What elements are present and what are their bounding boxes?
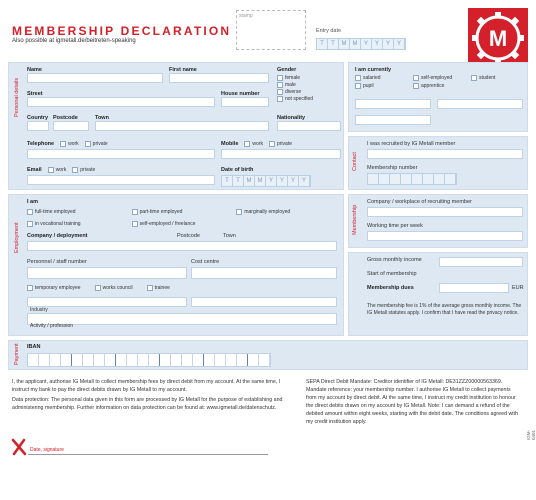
i-am-options	[27, 207, 337, 229]
employee-type-option[interactable]	[147, 285, 170, 291]
iban-cell[interactable]	[39, 354, 50, 366]
gross-income-input[interactable]	[437, 99, 523, 109]
iban-cell[interactable]	[72, 354, 83, 366]
employment-status-option[interactable]	[27, 219, 128, 229]
currently-option-label: student	[479, 75, 496, 81]
iban-cell[interactable]	[259, 354, 270, 366]
employment-status-option-label: self-employed / freelance	[139, 221, 196, 227]
gender-option-label: diverse	[285, 89, 302, 95]
dues-panel	[348, 252, 528, 336]
iban-cell[interactable]	[182, 354, 193, 366]
telephone-row	[27, 141, 108, 147]
section-label-personal: Personal details	[14, 77, 20, 117]
personnel-number-label: Personnel / staff number	[27, 259, 87, 265]
iban-cell[interactable]	[83, 354, 94, 366]
checkbox-icon[interactable]	[277, 96, 283, 102]
employee-type-option-label: works council	[102, 285, 133, 291]
checkbox-icon[interactable]	[471, 75, 477, 81]
employment-status-option-label: full-time employed	[35, 209, 76, 215]
town-label: Town	[95, 115, 109, 121]
currently-option-label: pupil	[363, 83, 374, 89]
entry-date-cell[interactable]: M	[339, 39, 350, 49]
footer-data-protection: Data protection: The personal data given in this form are processed by IG Metall for the purpose of establishing and administering membership. Further information on data protection can be found at: www.igmetall.de/datenschutz.	[12, 397, 283, 411]
email-row	[27, 167, 95, 173]
employment-panel	[8, 194, 344, 336]
country-label: Country	[27, 115, 49, 121]
employee-type-option[interactable]	[27, 285, 81, 291]
checkbox-icon[interactable]	[355, 75, 361, 81]
company-town-label: Town	[223, 233, 236, 239]
side-code: IGM-0401	[526, 429, 536, 440]
mobile-private-option[interactable]: private	[269, 141, 292, 147]
town-input[interactable]	[95, 121, 269, 131]
cost-centre-label: Cost centre	[191, 259, 220, 265]
checkbox-icon[interactable]	[413, 83, 419, 89]
mobile-row	[221, 141, 292, 147]
industry-extra-input[interactable]	[191, 297, 337, 307]
employment-status-option[interactable]	[132, 207, 233, 217]
entry-date-cell[interactable]: T	[317, 39, 328, 49]
email-label: Email	[27, 167, 42, 173]
currently-option-label: apprentice	[421, 83, 445, 89]
recruiter-working-time-input[interactable]	[367, 231, 523, 241]
email-input[interactable]	[27, 175, 215, 185]
first-name-input[interactable]	[169, 73, 269, 83]
checkbox-icon[interactable]	[95, 285, 101, 291]
entry-date-cell[interactable]: T	[328, 39, 339, 49]
checkbox-icon[interactable]	[355, 83, 361, 89]
telephone-input[interactable]	[27, 149, 215, 159]
page-title: MEMBERSHIP DECLARATION	[12, 24, 232, 38]
membership-number-cell[interactable]	[445, 174, 456, 184]
gender-option[interactable]	[277, 96, 313, 102]
entry-date-cell[interactable]: Y	[383, 39, 394, 49]
signature-label: Date, signature	[30, 447, 64, 453]
dues-text: The membership fee is 1% of the average gross monthly income. The IG Metall statutes apply. I confirm that I have read the privacy notice.	[367, 303, 522, 316]
entry-date-cell[interactable]: Y	[372, 39, 383, 49]
membership-number-cell[interactable]	[368, 174, 379, 184]
extra-options	[27, 285, 170, 291]
telephone-label: Telephone	[27, 141, 55, 147]
first-name-label: First name	[169, 67, 197, 73]
personnel-number-input[interactable]	[27, 267, 187, 279]
checkbox-icon[interactable]	[277, 82, 283, 88]
i-am-label: I am	[27, 199, 39, 205]
membership-dues-input[interactable]	[439, 283, 509, 293]
mobile-work-option[interactable]: work	[244, 141, 263, 147]
employee-type-option[interactable]	[95, 285, 133, 291]
email-private-option[interactable]: private	[72, 167, 95, 173]
employment-status-option-label: marginally employed	[244, 209, 291, 215]
nationality-label: Nationality	[277, 115, 306, 121]
gender-option-label: male	[285, 82, 296, 88]
house-number-label: House number	[221, 91, 260, 97]
dob-cell[interactable]: M	[244, 176, 255, 186]
iban-cell[interactable]	[116, 354, 127, 366]
working-time-input[interactable]	[355, 99, 431, 109]
employee-type-option-label: temporary employee	[35, 285, 81, 291]
iban-panel	[8, 340, 528, 370]
svg-text:M: M	[488, 26, 508, 51]
telephone-work-option[interactable]: work	[60, 141, 79, 147]
email-work-option[interactable]: work	[48, 167, 67, 173]
iban-cell[interactable]	[94, 354, 105, 366]
iban-cell[interactable]	[248, 354, 259, 366]
dob-cell[interactable]: Y	[266, 176, 277, 186]
currently-option[interactable]	[471, 75, 525, 81]
dob-cell[interactable]: M	[255, 176, 266, 186]
footer-sepa-mandate: SEPA Direct Debit Mandate: Creditor identifier of IG Metall: DE31ZZZ00000563369. Mandate reference: your membership number. I authorise IG Metall to collect payments from my account by direct debit. At the same time, I instruct my credit institution to honour the direct debits drawn on my account by IG Metall. Note: I can demand a refund of the debited amount within eight weeks, starting with the debit date. The conditions agreed with my credit institution apply.	[306, 379, 518, 425]
currently-options	[355, 75, 525, 89]
recruited-panel	[348, 136, 528, 190]
iban-cell[interactable]	[138, 354, 149, 366]
iban-label: IBAN	[27, 344, 41, 350]
dob-cell[interactable]: T	[222, 176, 233, 186]
start-label: Start of membership	[367, 271, 417, 277]
iban-cell[interactable]	[215, 354, 226, 366]
currency-label: EUR	[512, 285, 524, 291]
entry-date-label: Entry date	[316, 28, 342, 34]
checkbox-icon[interactable]	[132, 221, 138, 227]
iban-cell[interactable]	[160, 354, 171, 366]
entry-date-cell[interactable]: Y	[394, 39, 405, 49]
working-time-label: Working time per week	[367, 223, 423, 229]
dob-cell[interactable]: Y	[288, 176, 299, 186]
section-label-contact: Contact	[352, 152, 358, 171]
recruiter-company-label: Company / workplace of recruiting member	[367, 199, 472, 205]
checkbox-icon[interactable]	[27, 221, 33, 227]
iban-cell[interactable]	[237, 354, 248, 366]
currently-panel	[348, 62, 528, 132]
employment-status-option[interactable]	[27, 207, 128, 217]
membership-number-label: Membership number	[367, 165, 418, 171]
checkbox-icon[interactable]	[147, 285, 153, 291]
currently-option-label: salaried	[363, 75, 381, 81]
currently-label: I am currently	[355, 67, 392, 73]
checkbox-icon[interactable]	[27, 209, 33, 215]
gender-label: Gender	[277, 67, 297, 73]
mobile-input[interactable]	[221, 149, 341, 159]
employment-status-option-label: part-time employed	[139, 209, 183, 215]
nationality-input[interactable]	[277, 121, 341, 131]
section-label-payment: Payment	[14, 343, 20, 365]
street-input[interactable]	[27, 97, 215, 107]
entry-date-field[interactable]	[316, 38, 406, 50]
gender-options	[277, 75, 313, 103]
membership-number-cell[interactable]	[401, 174, 412, 184]
dob-cell[interactable]: Y	[299, 176, 310, 186]
currently-option[interactable]	[355, 75, 409, 81]
iban-cell[interactable]	[127, 354, 138, 366]
mobile-label: Mobile	[221, 141, 239, 147]
membership-number-cell[interactable]	[412, 174, 423, 184]
membership-dues-label: Membership dues	[367, 285, 414, 291]
checkbox-icon[interactable]	[413, 75, 419, 81]
dob-field[interactable]	[221, 175, 311, 187]
signature-cross-icon	[10, 438, 28, 456]
iban-cell[interactable]	[204, 354, 215, 366]
start-input[interactable]	[355, 115, 431, 125]
dob-cell[interactable]: Y	[277, 176, 288, 186]
checkbox-icon[interactable]	[236, 209, 242, 215]
checkbox-icon[interactable]	[27, 285, 33, 291]
country-input[interactable]	[27, 121, 49, 131]
personal-panel	[8, 62, 344, 190]
membership-number-cell[interactable]	[434, 174, 445, 184]
employment-status-option[interactable]	[236, 207, 337, 217]
gender-option-label: female	[285, 75, 301, 81]
employment-status-option[interactable]	[132, 219, 233, 229]
company-postcode-label: Postcode	[177, 233, 200, 239]
house-number-input[interactable]	[221, 97, 269, 107]
postcode-input[interactable]	[53, 121, 89, 131]
membership-number-cell[interactable]	[379, 174, 390, 184]
gender-option[interactable]	[277, 82, 313, 88]
iban-cell[interactable]	[193, 354, 204, 366]
recruited-by-input[interactable]	[367, 149, 523, 159]
section-label-membership: Membership	[352, 204, 358, 235]
gender-option[interactable]	[277, 75, 313, 81]
iban-cell[interactable]	[105, 354, 116, 366]
checkbox-icon[interactable]	[277, 75, 283, 81]
checkbox-icon[interactable]	[132, 209, 138, 215]
membership-number-field[interactable]	[367, 173, 457, 185]
iban-cell[interactable]	[28, 354, 39, 366]
dob-label: Date of birth	[221, 167, 254, 173]
recruiter-company-panel	[348, 194, 528, 248]
cost-centre-input[interactable]	[191, 267, 337, 279]
industry-input[interactable]: Industry	[27, 297, 187, 307]
currently-option[interactable]	[413, 83, 467, 89]
footer-authorisation: I, the applicant, authorise IG Metall to collect membership fees by direct debit from my account. At the same time, I instruct my bank to pay the direct debits drawn by IG Metall to my account.	[12, 379, 281, 393]
telephone-private-option[interactable]: private	[85, 141, 108, 147]
postcode-label: Postcode	[53, 115, 78, 121]
currently-option-label: self-employed	[421, 75, 453, 81]
iban-cell[interactable]	[226, 354, 237, 366]
page-subtitle: Also possible at igmetall.de/beitreten-speaking	[12, 38, 136, 44]
gender-option-label: not specified	[285, 96, 314, 102]
iban-cell[interactable]	[50, 354, 61, 366]
iban-cell[interactable]	[149, 354, 160, 366]
employee-type-option-label: trainee	[154, 285, 170, 291]
signature-line[interactable]	[28, 454, 268, 455]
name-label: Name	[27, 67, 42, 73]
company-label: Company / deployment	[27, 233, 88, 239]
checkbox-icon[interactable]	[277, 89, 283, 95]
employment-status-option-label: in vocational training	[35, 221, 81, 227]
name-input[interactable]	[27, 73, 163, 83]
iban-input[interactable]	[27, 353, 271, 367]
entry-date-cell[interactable]: M	[350, 39, 361, 49]
entry-date-cell[interactable]: Y	[361, 39, 372, 49]
membership-number-cell[interactable]	[423, 174, 434, 184]
street-label: Street	[27, 91, 43, 97]
iban-cell[interactable]	[171, 354, 182, 366]
iban-cell[interactable]	[61, 354, 72, 366]
currently-option[interactable]	[355, 83, 409, 89]
activity-input[interactable]: Activity / profession	[27, 313, 337, 325]
gross-income-label: Gross monthly income	[367, 257, 422, 263]
section-label-employment: Employment	[14, 222, 20, 253]
ig-metall-logo	[468, 8, 528, 68]
currently-option[interactable]	[413, 75, 467, 81]
gross-income-field[interactable]	[439, 257, 523, 267]
gender-option[interactable]	[277, 89, 313, 95]
company-input[interactable]	[27, 241, 337, 251]
membership-number-cell[interactable]	[390, 174, 401, 184]
stamp-box: stamp	[236, 10, 306, 50]
dob-cell[interactable]: T	[233, 176, 244, 186]
recruiter-company-input[interactable]	[367, 207, 523, 217]
recruited-by-label: I was recruited by IG Metall member	[367, 141, 456, 147]
